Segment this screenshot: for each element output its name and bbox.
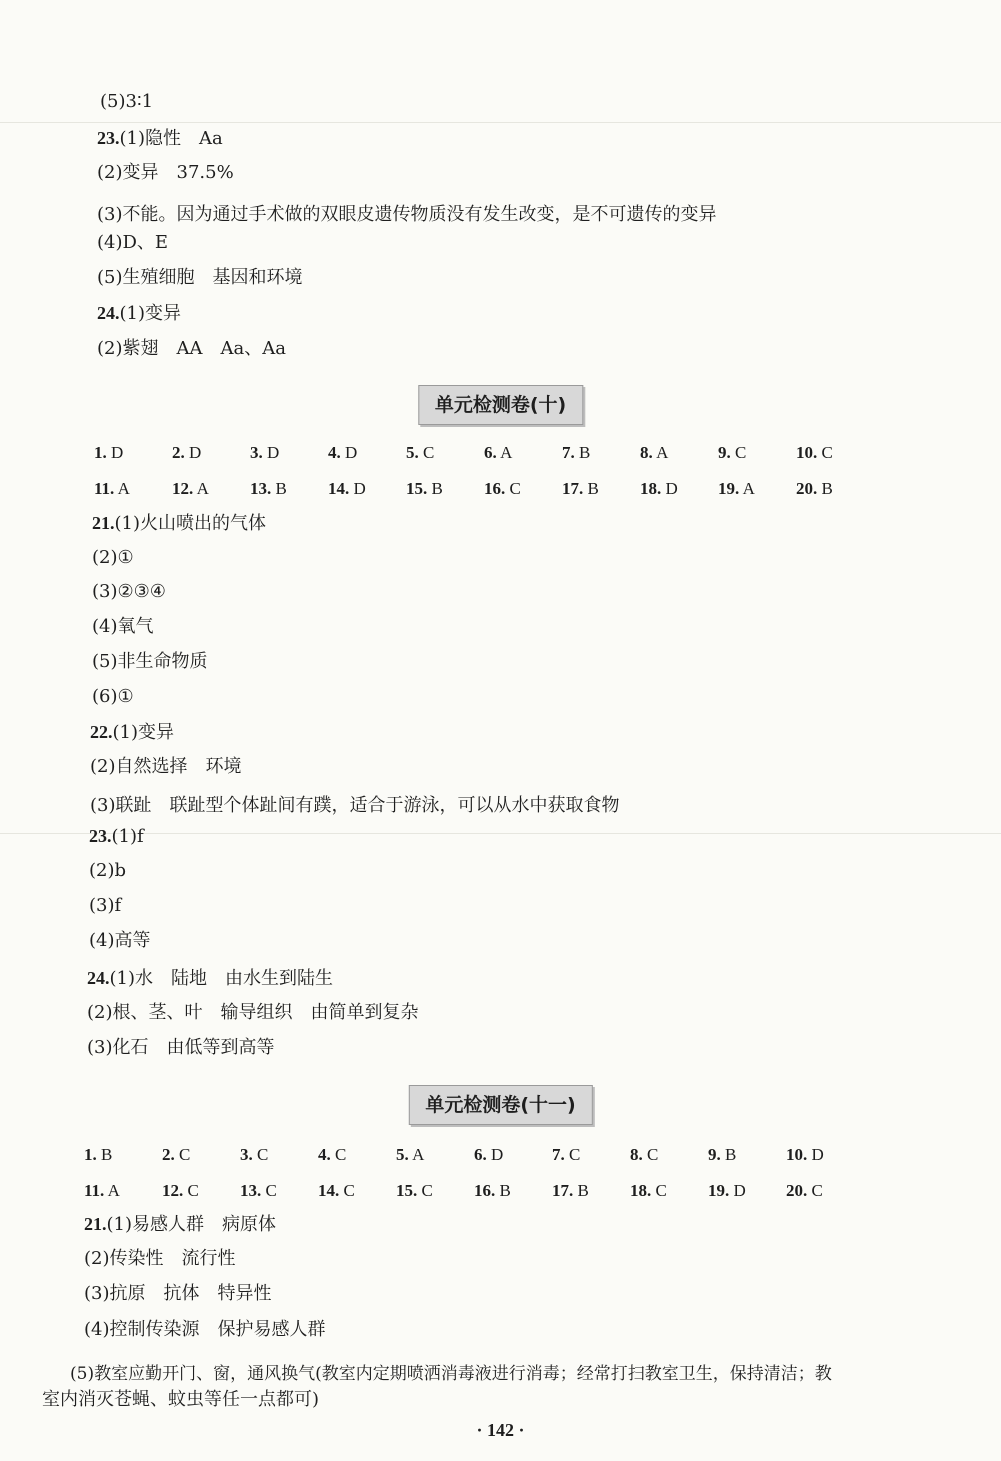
page-number: · 142 ·: [476, 1420, 525, 1440]
answer-line: (5)非生命物质: [92, 651, 208, 672]
choice-answer: 4. D: [328, 443, 358, 462]
answer-line: (3)不能。因为通过手术做的双眼皮遗传物质没有发生改变，是不可遗传的变异: [97, 204, 717, 225]
answer-line: [89, 824, 144, 849]
choice-answer: 7. C: [552, 1145, 581, 1164]
section-title-unit-test-10: 单元检测卷(十): [418, 385, 583, 425]
choice-answer: 6. D: [474, 1145, 504, 1164]
answer-text: (1)火山喷出的气体: [114, 513, 266, 534]
answer-line: (2)自然选择 环境: [90, 756, 242, 777]
answer-line: (5)3∶1: [100, 91, 154, 112]
answer-line: [97, 301, 181, 326]
answer-line: (3)联趾 联趾型个体趾间有蹼，适合于游泳，可以从水中获取食物: [90, 795, 620, 816]
choice-answer: 18. D: [640, 479, 678, 498]
choice-answer: 13. B: [250, 479, 287, 498]
answer-line: (3)抗原 抗体 特异性: [84, 1283, 272, 1304]
answer-line: (4)高等: [89, 930, 151, 951]
choice-answer: 19. A: [718, 479, 755, 498]
answer-text: (1)f: [111, 826, 144, 847]
answer-line: (4)氧气: [92, 616, 154, 637]
answer-line: (2)根、茎、叶 输导组织 由简单到复杂: [87, 1002, 419, 1023]
choice-answer: 18. C: [630, 1181, 667, 1200]
choice-answer: 1. B: [84, 1145, 113, 1164]
choice-answer: 17. B: [552, 1181, 589, 1200]
answer-line: [87, 966, 333, 991]
choice-answers-row: [84, 1178, 864, 1204]
question-number: 23.: [97, 128, 120, 148]
choice-answer: 15. C: [396, 1181, 433, 1200]
scan-artifact-line: [0, 833, 1001, 834]
choice-answer: 11. A: [84, 1181, 120, 1200]
choice-answers-row: [94, 476, 874, 502]
answer-line: (5)教室应勤开门、窗，通风换气(教室内定期喷洒消毒液进行消毒；经常打扫教室卫生，保持清洁；教: [70, 1364, 832, 1384]
choice-answer: 9. B: [708, 1145, 737, 1164]
answer-line: (3)化石 由低等到高等: [87, 1037, 275, 1058]
choice-answer: 16. B: [474, 1181, 511, 1200]
choice-answer: 8. C: [630, 1145, 659, 1164]
choice-answer: 5. A: [396, 1145, 425, 1164]
answer-text: (1)水 陆地 由水生到陆生: [109, 968, 333, 989]
choice-answer: 19. D: [708, 1181, 746, 1200]
question-number: 24.: [97, 303, 120, 323]
choice-answer: 20. C: [786, 1181, 823, 1200]
answer-text: (1)变异: [112, 722, 174, 743]
choice-answer: 14. D: [328, 479, 366, 498]
answer-line: [92, 511, 266, 536]
choice-answer: 1. D: [94, 443, 124, 462]
section-title-unit-test-11: 单元检测卷(十一): [408, 1085, 592, 1125]
question-number: 24.: [87, 968, 110, 988]
choice-answer: 7. B: [562, 443, 591, 462]
answer-line: (5)生殖细胞 基因和环境: [97, 267, 303, 288]
choice-answer: 20. B: [796, 479, 833, 498]
choice-answer: 12. A: [172, 479, 209, 498]
answer-line: (2)紫翅 AA Aa、Aa: [97, 338, 286, 359]
question-number: 22.: [90, 722, 113, 742]
answer-line: (6)①: [92, 686, 134, 707]
choice-answer: 4. C: [318, 1145, 347, 1164]
question-number: 23.: [89, 826, 112, 846]
choice-answers-row: [94, 440, 874, 466]
answer-line: (2)传染性 流行性: [84, 1248, 236, 1269]
answer-line: (3)f: [89, 895, 122, 916]
choice-answer: 10. C: [796, 443, 833, 462]
answer-line: [84, 1212, 276, 1237]
choice-answer: 11. A: [94, 479, 130, 498]
answer-line: (2)①: [92, 547, 134, 568]
answer-text: (1)变异: [119, 303, 181, 324]
question-number: 21.: [92, 513, 115, 533]
question-number: 21.: [84, 1214, 107, 1234]
answer-line: [97, 126, 223, 151]
answer-line: (2)b: [89, 860, 127, 881]
answer-line: (3)②③④: [92, 581, 166, 602]
answer-line: (4)D、E: [97, 232, 169, 253]
choice-answer: 15. B: [406, 479, 443, 498]
choice-answer: 9. C: [718, 443, 747, 462]
choice-answer: 6. A: [484, 443, 513, 462]
answer-line: (4)控制传染源 保护易感人群: [84, 1319, 326, 1340]
answer-text: (1)易感人群 病原体: [106, 1214, 276, 1235]
choice-answer: 3. D: [250, 443, 280, 462]
choice-answer: 8. A: [640, 443, 669, 462]
answer-line: (2)变异 37.5%: [97, 162, 234, 183]
choice-answers-row: [84, 1142, 864, 1168]
answer-text: (1)隐性 Aa: [119, 128, 223, 149]
choice-answer: 2. C: [162, 1145, 191, 1164]
choice-answer: 14. C: [318, 1181, 355, 1200]
choice-answer: 2. D: [172, 443, 202, 462]
choice-answer: 12. C: [162, 1181, 199, 1200]
choice-answer: 5. C: [406, 443, 435, 462]
choice-answer: 17. B: [562, 479, 599, 498]
choice-answer: 3. C: [240, 1145, 269, 1164]
scan-artifact-line: [0, 122, 1001, 123]
answer-line: [90, 720, 174, 745]
choice-answer: 13. C: [240, 1181, 277, 1200]
choice-answer: 16. C: [484, 479, 521, 498]
answer-line: 室内消灭苍蝇、蚊虫等任一点都可): [42, 1389, 320, 1410]
choice-answer: 10. D: [786, 1145, 824, 1164]
